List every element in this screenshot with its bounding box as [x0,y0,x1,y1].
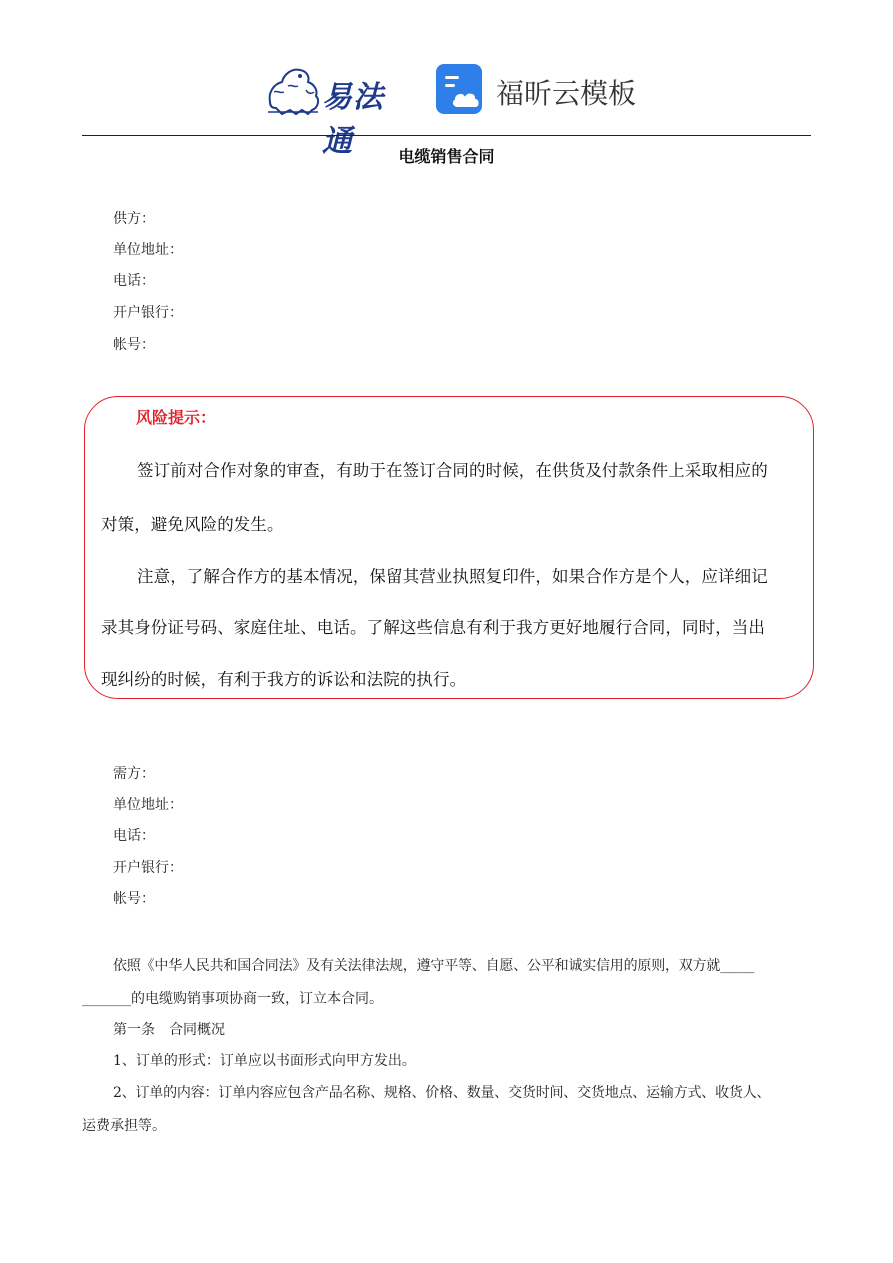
intro-line2: _______的电缆购销事项协商一致，订立本合同。 [82,991,383,1007]
supplier-party: 供方： [113,211,155,227]
buyer-bank: 开户银行： [113,860,183,876]
clause-item2-line1: 2、订单的内容：订单内容应包含产品名称、规格、价格、数量、交货时间、交货地点、运输方式、收货人、 [113,1085,771,1101]
risk-notice-box [84,396,814,699]
supplier-account: 帐号： [113,337,155,353]
qilin-icon [262,62,324,118]
risk-p2-line3: 现纠纷的时候，有利于我方的诉讼和法院的执行。 [101,670,467,689]
document-title: 电缆销售合同 [398,147,495,166]
supplier-phone: 电话： [113,273,155,289]
logo2-text: 福昕云模板 [496,77,637,110]
risk-p2-line2: 录其身份证号码、家庭住址、电话。了解这些信息有利于我方更好地履行合同，同时，当出 [101,618,765,637]
header-divider [82,135,811,136]
supplier-bank: 开户银行： [113,305,183,321]
buyer-party: 需方： [113,766,155,782]
risk-p1-line2: 对策，避免风险的发生。 [101,515,284,534]
buyer-account: 帐号： [113,891,155,907]
risk-p2-line1: 注意，了解合作方的基本情况，保留其营业执照复印件，如果合作方是个人，应详细记 [137,567,768,586]
risk-heading: 风险提示： [136,408,217,427]
cloud-doc-icon [436,64,486,116]
yifatong-logo [262,62,412,159]
buyer-address: 单位地址： [113,797,183,813]
logo1-text: 易法通 [322,80,384,159]
foxit-template-logo [436,64,636,118]
article1-heading: 第一条 合同概况 [113,1022,225,1038]
risk-p1-line1: 签订前对合作对象的审查，有助于在签订合同的时候，在供货及付款条件上采取相应的 [137,461,768,480]
supplier-address: 单位地址： [113,242,183,258]
clause-item1: 1、订单的形式：订单应以书面形式向甲方发出。 [113,1053,416,1069]
clause-item2-line2: 运费承担等。 [82,1118,166,1134]
intro-line1: 依照《中华人民共和国合同法》及有关法律法规，遵守平等、自愿、公平和诚实信用的原则，双方就_____ [113,958,755,974]
buyer-phone: 电话： [113,828,155,844]
